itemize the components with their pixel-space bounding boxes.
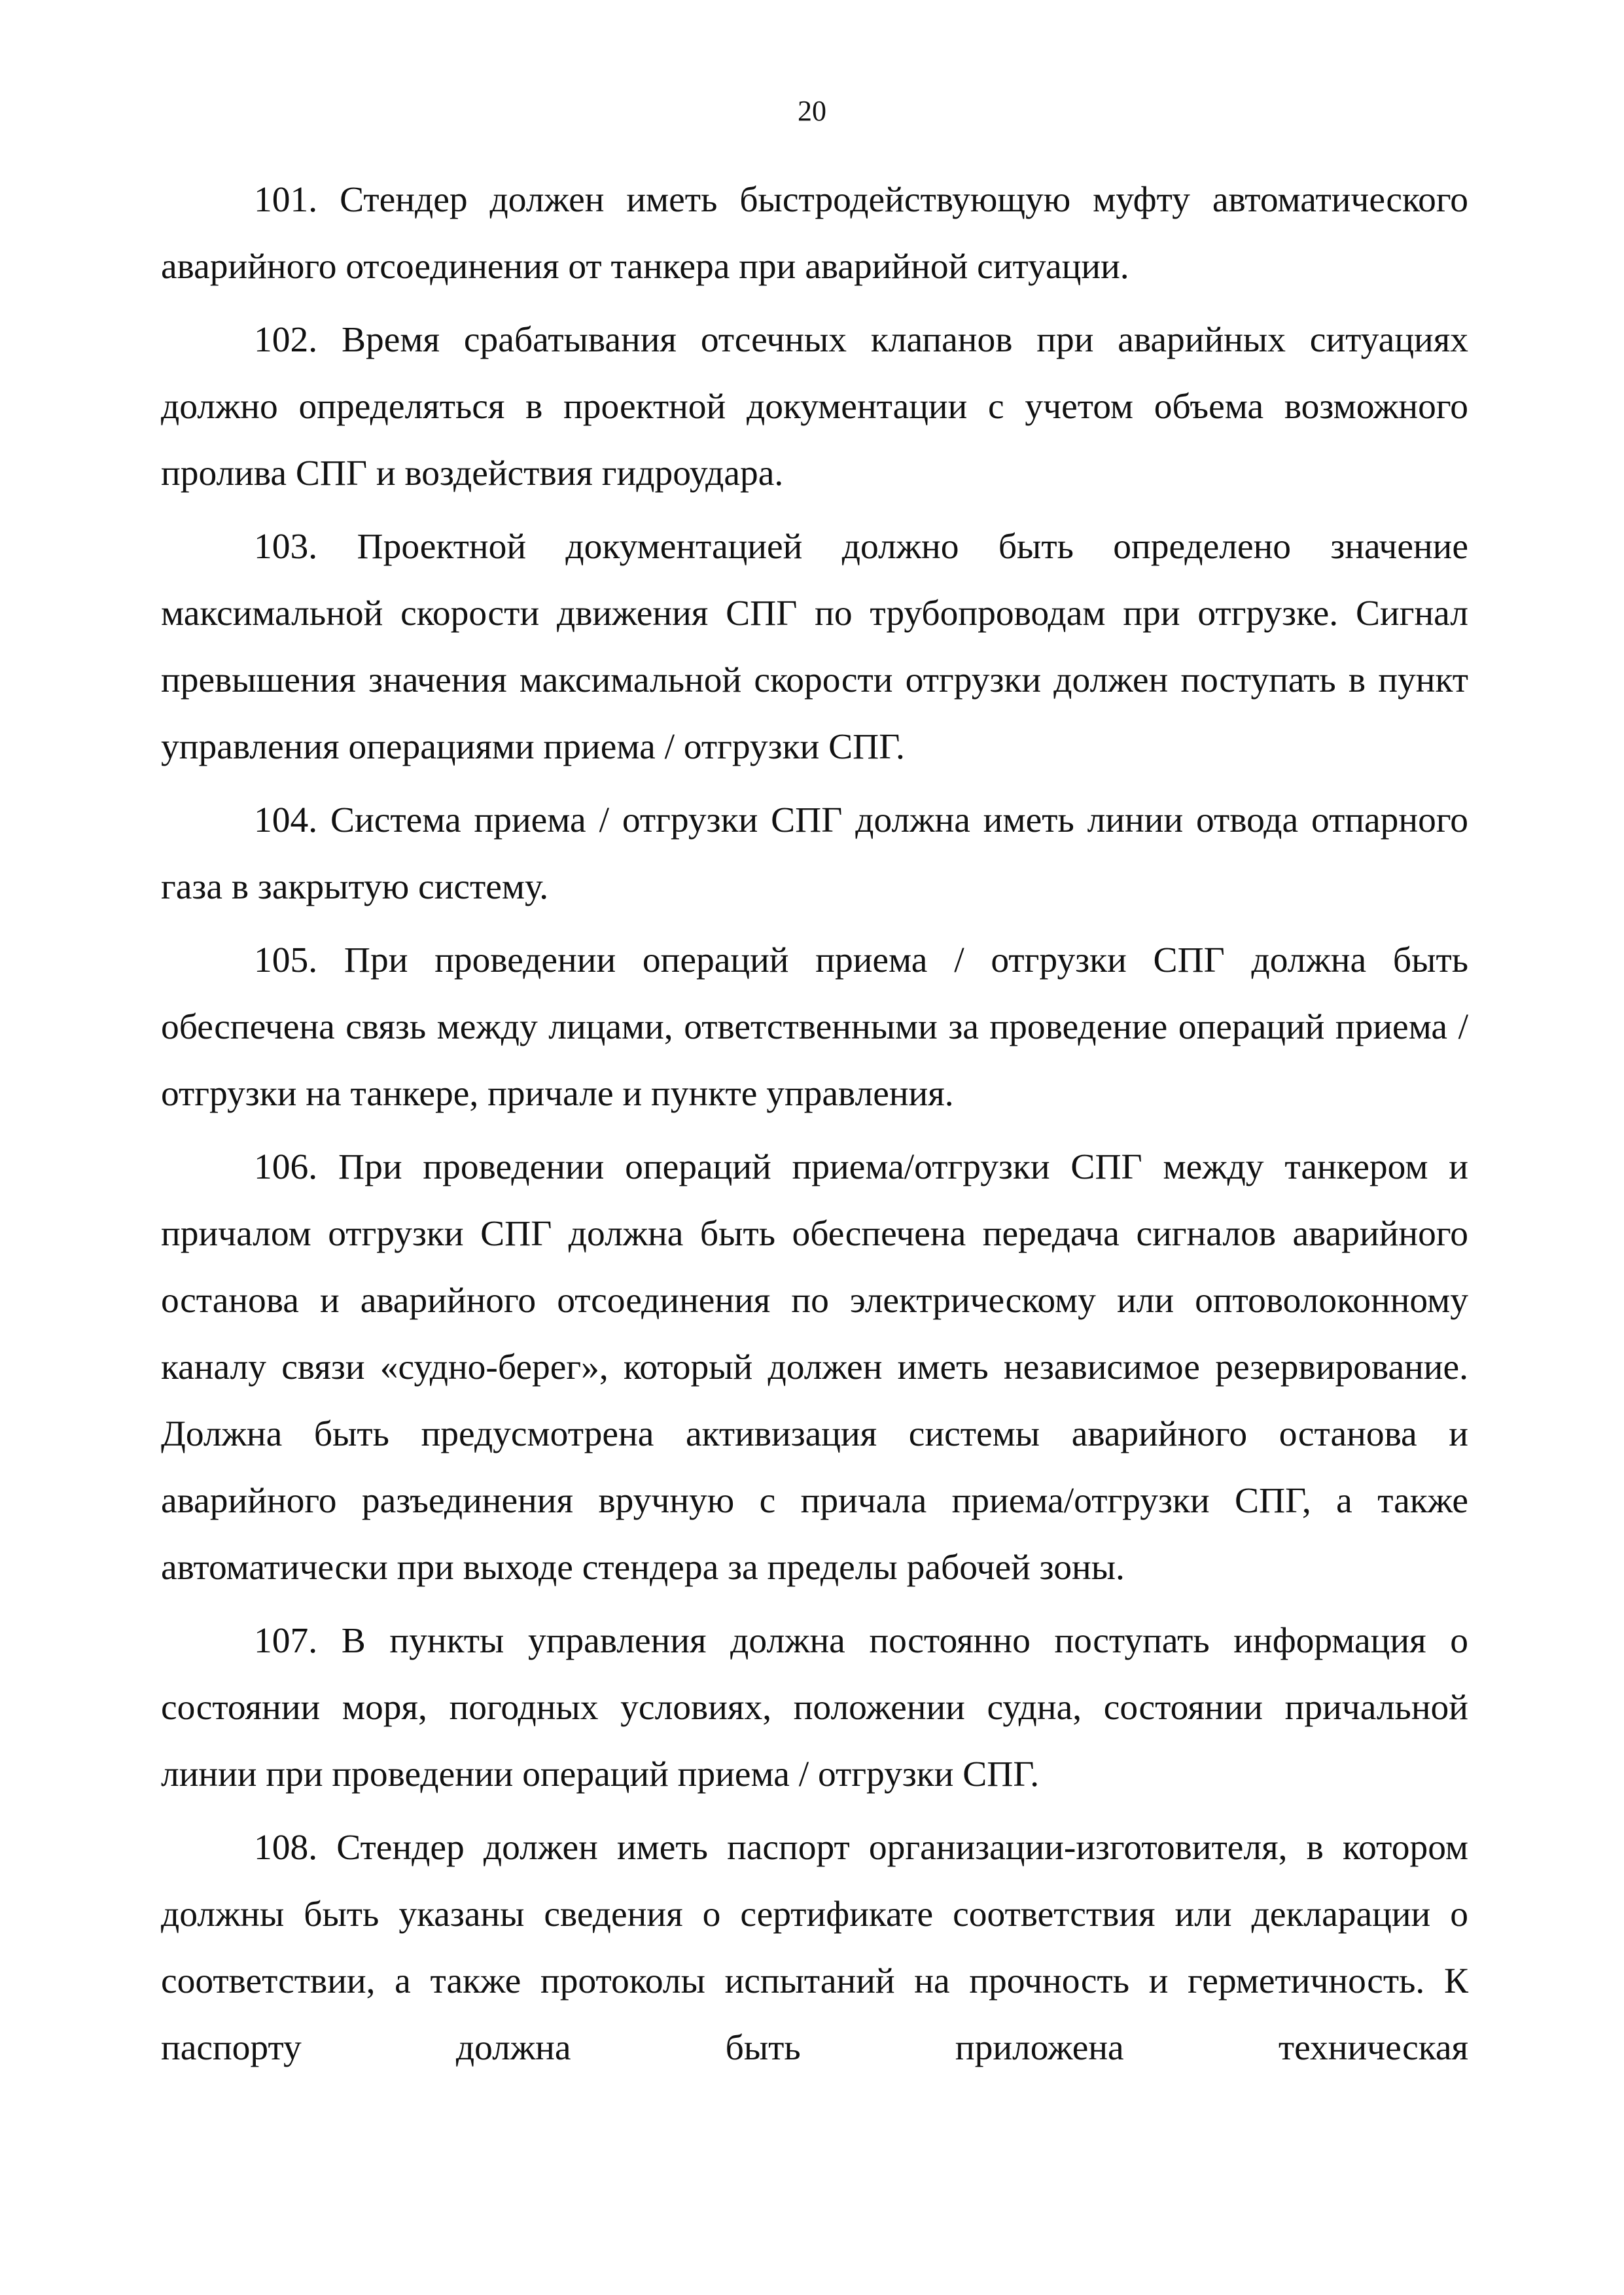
paragraph-text: Стендер должен иметь паспорт организации-изготовителя, в котором должны быть указаны сведения о сертификате соответствия или декларации о соответствии, а также протоколы испытаний на прочность и герметичность. К паспорту должна быть приложена техническая (161, 1828, 1469, 2068)
paragraph-number: 103. (254, 527, 318, 567)
paragraph-106 (161, 1134, 1468, 1601)
document-body (161, 167, 1468, 2082)
paragraph-102 (161, 307, 1468, 507)
paragraph-text: При проведении операций приема / отгрузки СПГ должна быть обеспечена связь между лицами, ответственными за проведение операций приема / отгрузки на танкере, причале и пункте управления. (161, 940, 1469, 1114)
paragraph-104 (161, 787, 1468, 921)
paragraph-number: 106. (254, 1147, 318, 1187)
paragraph-number: 102. (254, 320, 318, 360)
paragraph-text: Система приема / отгрузки СПГ должна иметь линии отвода отпарного газа в закрытую систему. (161, 800, 1468, 907)
paragraph-103 (161, 514, 1468, 781)
paragraph-text: Стендер должен иметь быстродействующую муфту автоматического аварийного отсоединения от танкера при аварийной ситуации. (161, 180, 1468, 287)
paragraph-101 (161, 167, 1468, 300)
page-number: 20 (798, 95, 826, 127)
paragraph-number: 105. (254, 940, 318, 980)
paragraph-108 (161, 1815, 1468, 2082)
paragraph-text: При проведении операций приема/отгрузки СПГ между танкером и причалом отгрузки СПГ должна быть обеспечена передача сигналов аварийного останова и аварийного отсоединения по электрическому или оптоволоконному каналу связи «судно-берег», который должен иметь независимое резервирование. Должна быть предусмотрена активизация системы аварийного останова и аварийного разъединения вручную с причала приема/отгрузки СПГ, а также автоматически при выходе стендера за пределы рабочей зоны. (161, 1147, 1469, 1588)
paragraph-text: Проектной документацией должно быть определено значение максимальной скорости движения СПГ по трубопроводам при отгрузке. Сигнал превышения значения максимальной скорости отгрузки должен поступать в пункт управления операциями приема / отгрузки СПГ. (161, 527, 1469, 767)
paragraph-text: В пункты управления должна постоянно поступать информация о состоянии моря, погодных условиях, положении судна, состоянии причальной линии при проведении операций приема / отгрузки СПГ. (161, 1621, 1468, 1794)
paragraph-number: 108. (254, 1828, 318, 1868)
paragraph-number: 107. (254, 1621, 318, 1661)
paragraph-number: 104. (254, 800, 318, 840)
paragraph-107 (161, 1608, 1468, 1808)
paragraph-105 (161, 927, 1468, 1128)
paragraph-text: Время срабатывания отсечных клапанов при аварийных ситуациях должно определяться в проектной документации с учетом объема возможного пролива СПГ и воздействия гидроудара. (161, 320, 1468, 493)
paragraph-number: 101. (254, 180, 318, 220)
